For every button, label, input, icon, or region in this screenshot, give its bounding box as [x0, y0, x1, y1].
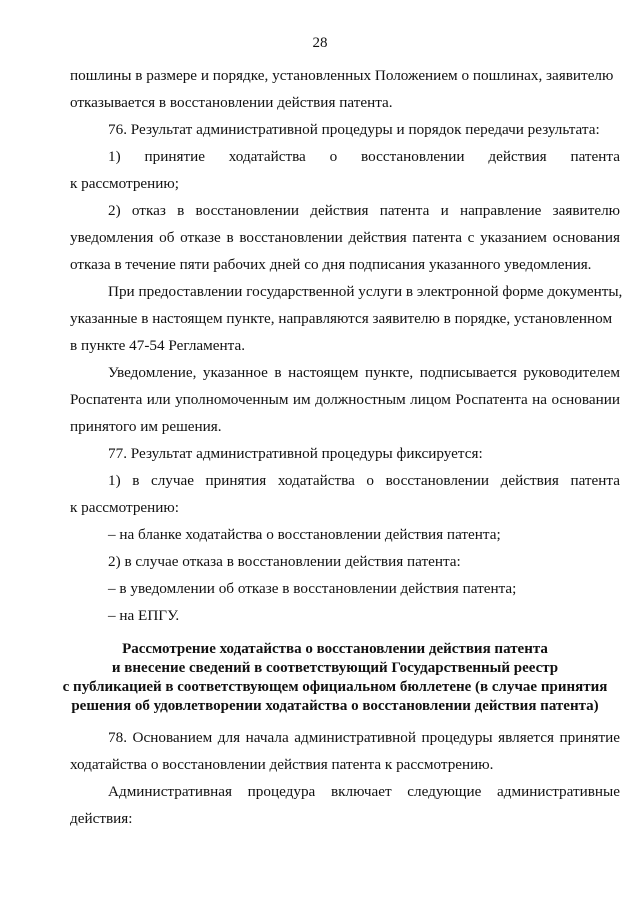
text-line: принятого им решения. — [70, 418, 222, 435]
page-number: 28 — [312, 35, 328, 51]
text-line: Административная процедура включает следующие административные — [108, 783, 620, 800]
text-line: отказа в течение пяти рабочих дней со дня подписания указанного уведомления. — [70, 256, 592, 273]
section-heading-line: и внесение сведений в соответствующий Государственный реестр — [111, 660, 559, 676]
section-heading-line: с публикацией в соответствующем официальном бюллетене (в случае принятия — [62, 679, 608, 695]
text-line: 1) принятие ходатайства о восстановлении действия патента — [108, 148, 620, 165]
text-line: отказывается в восстановлении действия патента. — [70, 94, 393, 111]
section-heading-line: Рассмотрение ходатайства о восстановлении действия патента — [122, 641, 548, 657]
text-line: уведомления об отказе в восстановлении действия патента с указанием основания — [70, 229, 620, 246]
text-line: – на бланке ходатайства о восстановлении действия патента; — [108, 526, 501, 543]
text-line: – в уведомлении об отказе в восстановлении действия патента; — [108, 580, 517, 597]
text-line: Уведомление, указанное в настоящем пункте, подписывается руководителем — [108, 364, 620, 381]
text-line: к рассмотрению; — [70, 175, 179, 192]
text-line: Роспатента или уполномоченным им должностным лицом Роспатента на основании — [70, 391, 620, 408]
text-line: 2) отказ в восстановлении действия патента и направление заявителю — [108, 202, 620, 219]
text-line: к рассмотрению: — [70, 499, 179, 516]
text-line: 78. Основанием для начала административной процедуры является принятие — [108, 729, 620, 746]
text-line: 1) в случае принятия ходатайства о восстановлении действия патента — [108, 472, 620, 489]
text-line: указанные в настоящем пункте, направляются заявителю в порядке, установленном — [70, 310, 613, 327]
text-line: действия: — [70, 810, 133, 827]
text-line: 76. Результат административной процедуры и порядок передачи результата: — [108, 121, 600, 138]
text-line: 77. Результат административной процедуры фиксируется: — [108, 445, 483, 462]
text-line: пошлины в размере и порядке, установленных Положением о пошлинах, заявителю — [70, 67, 614, 84]
text-line: При предоставлении государственной услуги в электронной форме документы, — [108, 283, 623, 300]
text-line: – на ЕПГУ. — [108, 607, 180, 624]
text-line: в пункте 47-54 Регламента. — [70, 337, 246, 354]
text-line: ходатайства о восстановлении действия патента к рассмотрению. — [70, 756, 494, 773]
text-line: 2) в случае отказа в восстановлении действия патента: — [108, 553, 461, 570]
section-heading-line: решения об удовлетворении ходатайства о восстановлении действия патента) — [71, 698, 599, 714]
